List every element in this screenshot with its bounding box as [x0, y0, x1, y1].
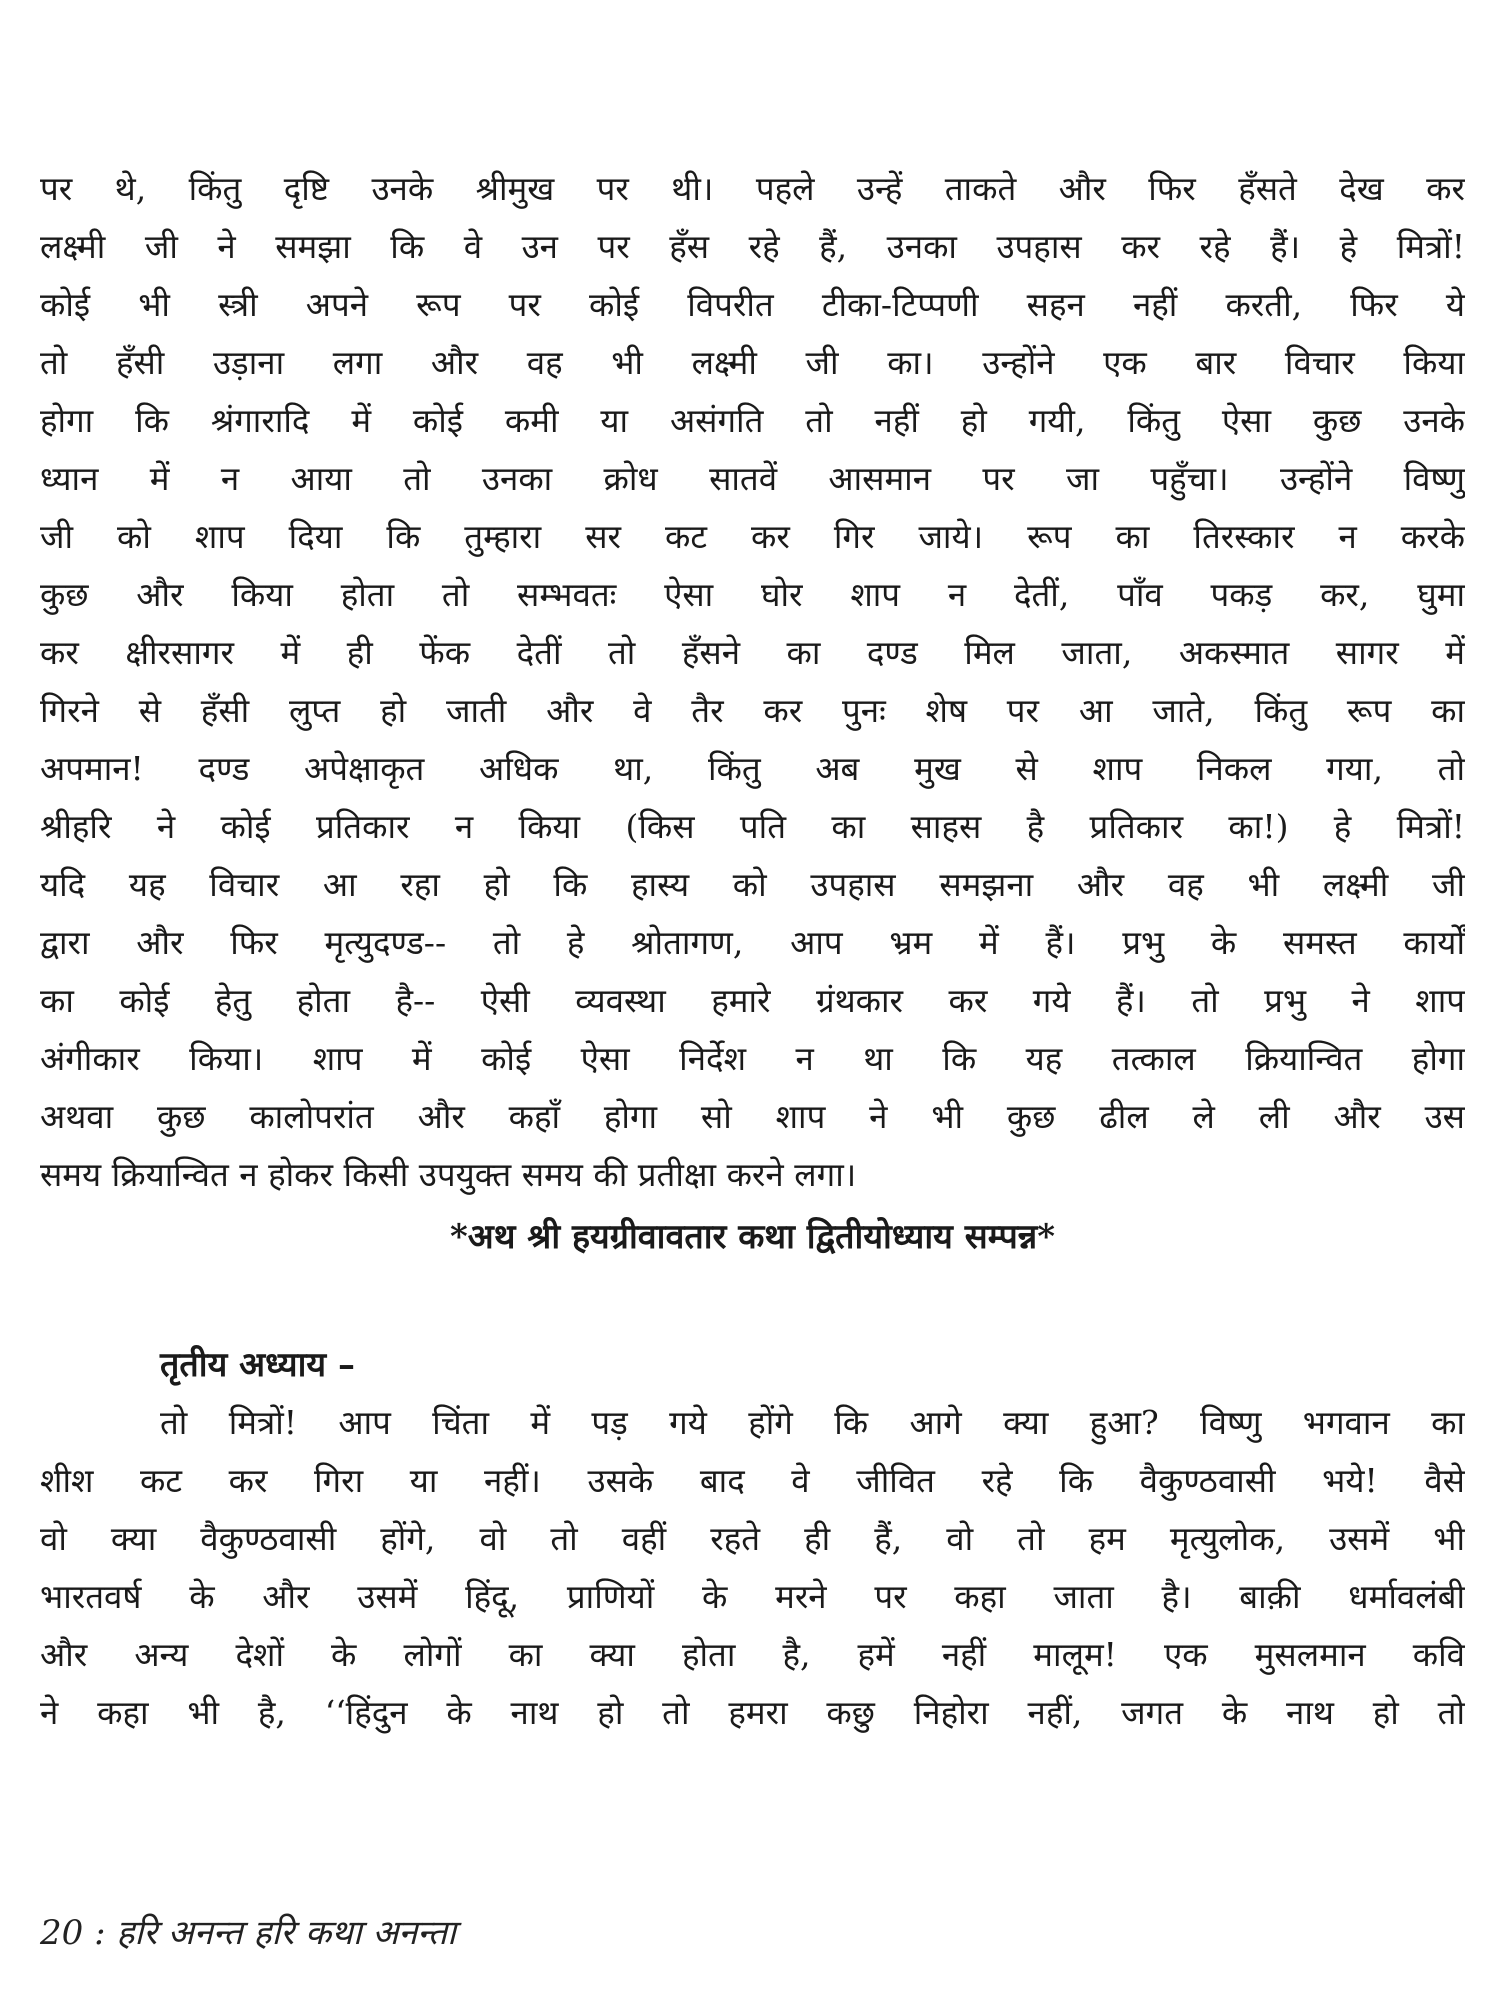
text-line: पर थे, किंतु दृष्टि उनके श्रीमुख पर थी। पहले उन्हें ताकते और फिर हँसते देख कर: [40, 169, 1465, 208]
text-line: शीश कट कर गिरा या नहीं। उसके बाद वे जीवित रहे कि वैकुण्ठवासी भये! वैसे: [40, 1461, 1465, 1500]
paragraph-2: [40, 1394, 1465, 1742]
chapter-end-heading: *अथ श्री हयग्रीवावतार कथा द्वितीयोध्याय सम्पन्न*: [449, 1217, 1056, 1257]
text-line: अंगीकार किया। शाप में कोई ऐसा निर्देश न था कि यह तत्काल क्रियान्वित होगा: [40, 1039, 1465, 1078]
text-line: भारतवर्ष के और उसमें हिंदू, प्राणियों के मरने पर कहा जाता है। बाक़ी धर्मावलंबी: [40, 1577, 1465, 1616]
text-line: ध्यान में न आया तो उनका क्रोध सातवें आसमान पर जा पहुँचा। उन्होंने विष्णु: [40, 459, 1465, 498]
text-line: लक्ष्मी जी ने समझा कि वे उन पर हँस रहे हैं, उनका उपहास कर रहे हैं। हे मित्रों!: [40, 227, 1465, 266]
text-line: द्वारा और फिर मृत्युदण्ड-- तो हे श्रोतागण, आप भ्रम में हैं। प्रभु के समस्त कार्यों: [40, 923, 1465, 962]
text-line: जी को शाप दिया कि तुम्हारा सर कट कर गिर जाये। रूप का तिरस्कार न करके: [40, 517, 1465, 556]
text-line: का कोई हेतु होता है-- ऐसी व्यवस्था हमारे ग्रंथकार कर गये हैं। तो प्रभु ने शाप: [40, 981, 1465, 1020]
text-line: कोई भी स्त्री अपने रूप पर कोई विपरीत टीका-टिप्पणी सहन नहीं करती, फिर ये: [40, 285, 1465, 324]
section-gap: [40, 1266, 1465, 1336]
text-line: और अन्य देशों के लोगों का क्या होता है, हमें नहीं मालूम! एक मुसलमान कवि: [40, 1635, 1465, 1674]
text-line: तो मित्रों! आप चिंता में पड़ गये होंगे कि आगे क्या हुआ? विष्णु भगवान का: [160, 1403, 1465, 1442]
page-footer: 20 : हरि अनन्त हरि कथा अनन्ता: [40, 1913, 456, 1953]
text-line: गिरने से हँसी लुप्त हो जाती और वे तैर कर पुनः शेष पर आ जाते, किंतु रूप का: [40, 691, 1465, 730]
body-text: [40, 160, 1465, 1742]
text-line: वो क्या वैकुण्ठवासी होंगे, वो तो वहीं रहते ही हैं, वो तो हम मृत्युलोक, उसमें भी: [40, 1519, 1465, 1558]
text-line: अपमान! दण्ड अपेक्षाकृत अधिक था, किंतु अब मुख से शाप निकल गया, तो: [40, 749, 1465, 788]
text-line: समय क्रियान्वित न होकर किसी उपयुक्त समय की प्रतीक्षा करने लगा।: [40, 1155, 857, 1194]
chapter-3-title: तृतीय अध्याय –: [160, 1345, 355, 1385]
text-line: तो हँसी उड़ाना लगा और वह भी लक्ष्मी जी का। उन्होंने एक बार विचार किया: [40, 343, 1465, 382]
text-line: कुछ और किया होता तो सम्भवतः ऐसा घोर शाप न देतीं, पाँव पकड़ कर, घुमा: [40, 575, 1465, 614]
paragraph-1: [40, 160, 1465, 1204]
text-line: ने कहा भी है, ‘‘हिंदुन के नाथ हो तो हमरा कछु निहोरा नहीं, जगत के नाथ हो तो: [40, 1693, 1465, 1732]
text-line: अथवा कुछ कालोपरांत और कहाँ होगा सो शाप ने भी कुछ ढील ले ली और उस: [40, 1097, 1465, 1136]
text-line: होगा कि श्रंगारादि में कोई कमी या असंगति तो नहीं हो गयी, किंतु ऐसा कुछ उनके: [40, 401, 1465, 440]
text-line: कर क्षीरसागर में ही फेंक देतीं तो हँसने का दण्ड मिल जाता, अकस्मात सागर में: [40, 633, 1465, 672]
text-line: श्रीहरि ने कोई प्रतिकार न किया (किस पति का साहस है प्रतिकार का!) हे मित्रों!: [40, 807, 1465, 846]
text-line: यदि यह विचार आ रहा हो कि हास्य को उपहास समझना और वह भी लक्ष्मी जी: [40, 865, 1465, 904]
